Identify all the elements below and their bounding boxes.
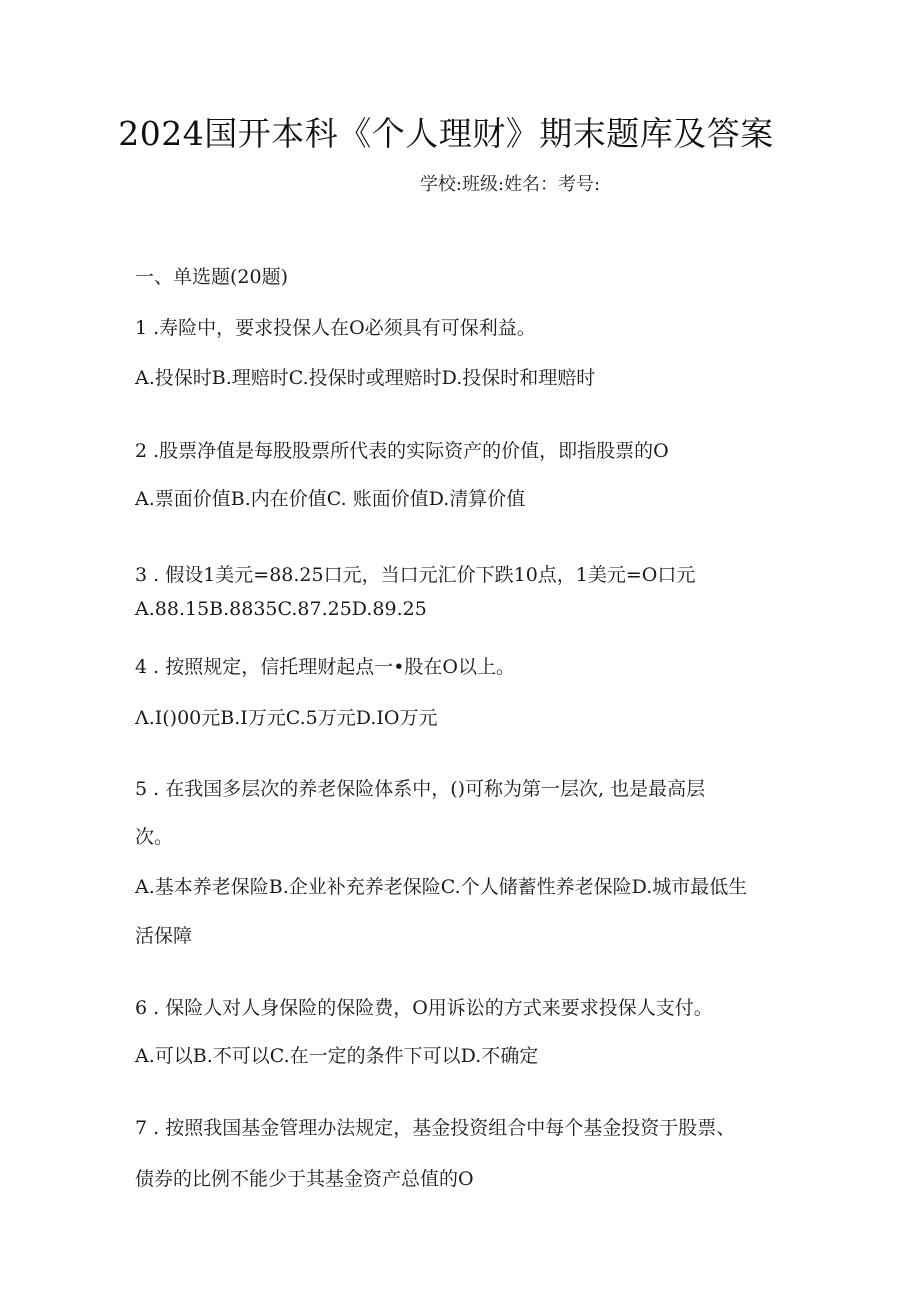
question-2-options: A.票面价值B.内在价值C. 账面价值D.清算价值: [135, 488, 526, 510]
section-heading: 一、单选题(20题): [135, 266, 289, 288]
question-5-options-line-1: A.基本养老保险B.企业补充养老保险C.个人储蓄性养老保险D.城市最低生: [135, 876, 748, 898]
question-4-options: Λ.I()00元B.I万元C.5万元D.IO万元: [135, 707, 438, 729]
document-title: 2024国开本科《个人理财》期末题库及答案: [118, 114, 774, 153]
question-1-options: A.投保时B.理赔时C.投保时或理赔时D.投保时和理赔时: [135, 367, 596, 389]
student-info-line: 学校:班级:姓名：考号:: [419, 174, 601, 195]
question-1-stem: 1 .寿险中，要求投保人在O必须具有可保利益。: [135, 317, 536, 339]
question-5-stem-line-2: 次。: [135, 826, 174, 848]
question-6-stem: 6 . 保险人对人身保险的保险费，O用诉讼的方式来要求投保人支付。: [135, 997, 713, 1019]
question-6-options: A.可以B.不可以C.在一定的条件下可以D.不确定: [135, 1045, 539, 1067]
question-5-stem-line-1: 5 . 在我国多层次的养老保险体系中，()可称为第一层次, 也是最高层: [135, 778, 706, 800]
question-5-options-line-2: 活保障: [135, 925, 193, 947]
question-7-stem-line-1: 7 . 按照我国基金管理办法规定，基金投资组合中每个基金投资于股票、: [135, 1117, 736, 1139]
question-3-options: A.88.15B.8835C.87.25D.89.25: [135, 598, 427, 620]
question-7-stem-line-2: 债券的比例不能少于其基金资产总值的O: [135, 1168, 474, 1190]
question-3-stem: 3 . 假设1美元=88.25口元，当口元汇价下跌10点，1美元=O口元: [135, 564, 696, 586]
question-2-stem: 2 .股票净值是每股股票所代表的实际资产的价值，即指股票的O: [135, 440, 669, 462]
question-4-stem: 4 . 按照规定，信托理财起点一•股在O以上。: [135, 656, 515, 678]
